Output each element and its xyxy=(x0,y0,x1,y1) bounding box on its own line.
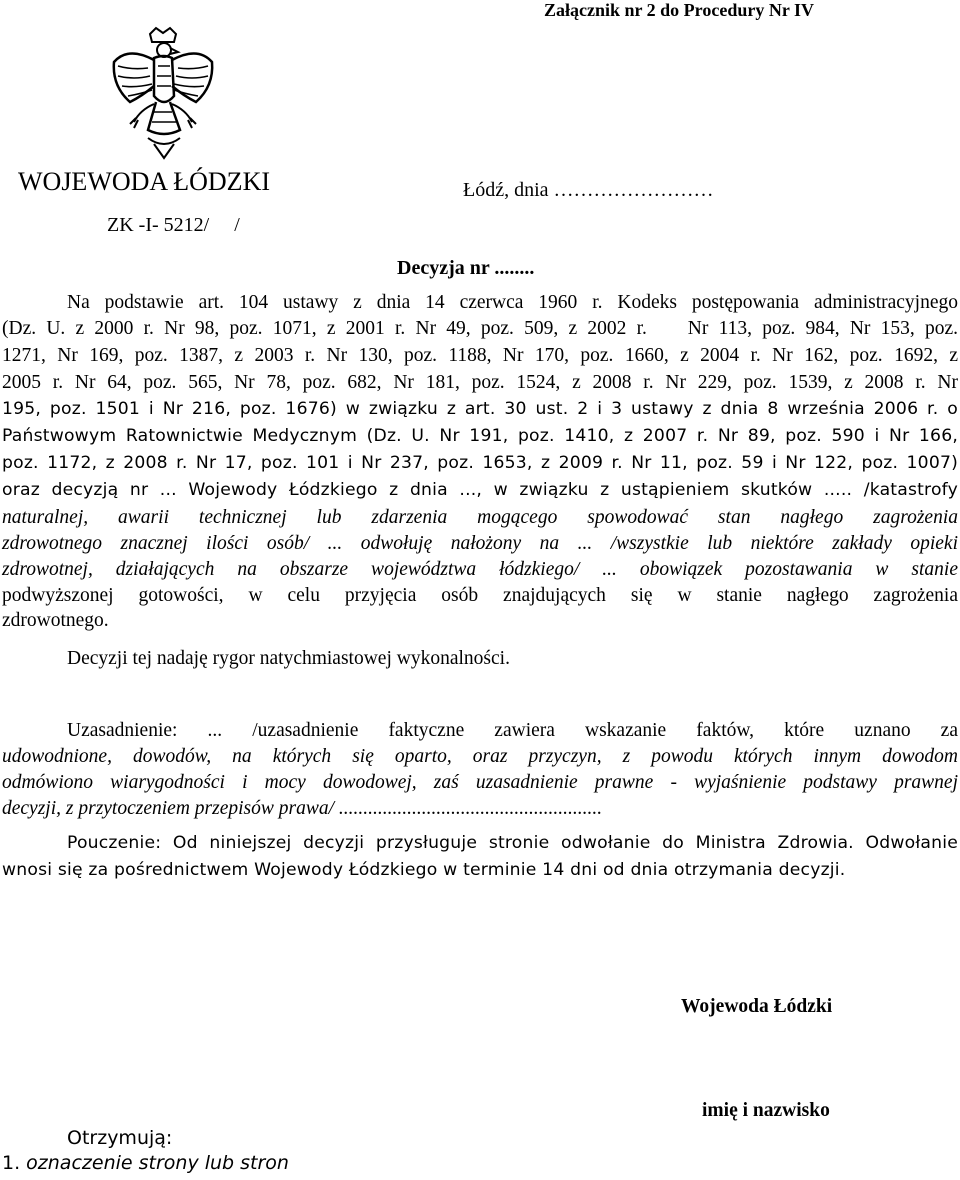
legal-basis-line-11: zdrowotnej, działających na obszarze województwa łódzkiego/ ... obowiązek pozostawania w stanie xyxy=(2,559,958,580)
enforceability-clause: Decyzji tej nadaję rygor natychmiastowej wykonalności. xyxy=(67,648,510,669)
place-and-date: Łódź, dnia …………………… xyxy=(463,179,714,201)
attachment-note: Załącznik nr 2 do Procedury Nr IV xyxy=(543,0,814,20)
white-eagle-emblem-icon xyxy=(108,26,218,162)
recipient-text: oznaczenie strony lub stron xyxy=(26,1152,289,1174)
legal-basis-line-7: poz. 1172, z 2008 r. Nr 17, poz. 101 i Nr 237, poz. 1653, z 2009 r. Nr 11, poz. 59 i Nr 122, poz. 1007) xyxy=(2,453,958,473)
legal-basis-line-5: 195, poz. 1501 i Nr 216, poz. 1676) w związku z art. 30 ust. 2 i 3 ustawy z dnia 8 września 2006 r. o xyxy=(2,399,958,419)
legal-basis-line-10: zdrowotnego znacznej ilości osób/ ... odwołuję nałożony na ... /wszystkie lub niektóre zakłady opieki xyxy=(2,533,958,554)
issuing-authority: WOJEWODA ŁÓDZKI xyxy=(18,167,271,196)
instruction-line-1: Pouczenie: Od niniejszej decyzji przysługuje stronie odwołanie do Ministra Zdrowia. Odwołanie xyxy=(67,833,958,853)
legal-basis-line-12: podwyższonej gotowości, w celu przyjęcia osób znajdujących się w stanie nagłego zagrożenia xyxy=(2,585,958,606)
recipient-number: 1. xyxy=(2,1152,27,1174)
legal-basis-line-2: (Dz. U. z 2000 r. Nr 98, poz. 1071, z 2001 r. Nr 49, poz. 509, z 2002 r. Nr 113, poz. 984, Nr 153, poz. xyxy=(2,318,958,339)
legal-basis-line-9: naturalnej, awarii technicznej lub zdarzenia mogącego spowodować stan nagłego zagrożenia xyxy=(2,507,958,528)
justification-line-4: decyzji, z przytoczeniem przepisów prawa/ ...................................................... xyxy=(2,798,603,819)
legal-basis-line-3: 1271, Nr 169, poz. 1387, z 2003 r. Nr 130, poz. 1188, Nr 170, poz. 1660, z 2004 r. Nr 162, poz. 1692, z xyxy=(2,345,958,366)
recipients-label: Otrzymują: xyxy=(67,1127,173,1149)
justification-line-2: udowodnione, dowodów, na których się oparto, oraz przyczyn, z powodu których innym dowodom xyxy=(2,746,958,767)
justification-line-1: Uzasadnienie: ... /uzasadnienie faktyczne zawiera wskazanie faktów, które uznano za xyxy=(67,720,958,741)
legal-basis-line-8: oraz decyzją nr ... Wojewody Łódzkiego z dnia ..., w związku z ustąpieniem skutków ..... /katastrofy xyxy=(2,480,958,500)
signature-name-placeholder: imię i nazwisko xyxy=(702,1100,830,1121)
legal-basis-line-13: zdrowotnego. xyxy=(2,610,109,631)
justification-line-3: odmówiono wiarygodności i mocy dowodowej, zaś uzasadnienie prawne - wyjaśnienie podstawy prawnej xyxy=(2,772,958,793)
legal-basis-line-4: 2005 r. Nr 64, poz. 565, Nr 78, poz. 682, Nr 181, poz. 1524, z 2008 r. Nr 229, poz. 1539, z 2008 r. Nr xyxy=(2,372,958,393)
recipient-item xyxy=(2,1152,289,1174)
case-number: ZK -I- 5212/ / xyxy=(107,214,240,236)
instruction-line-2: wnosi się za pośrednictwem Wojewody Łódzkiego w terminie 14 dni od dnia otrzymania decyzji. xyxy=(2,860,846,880)
legal-basis-line-1: Na podstawie art. 104 ustawy z dnia 14 czerwca 1960 r. Kodeks postępowania administracyjnego xyxy=(67,292,958,313)
signature-title: Wojewoda Łódzki xyxy=(681,996,833,1017)
legal-basis-line-6: Państwowym Ratownictwie Medycznym (Dz. U. Nr 191, poz. 1410, z 2007 r. Nr 89, poz. 590 i Nr 166, xyxy=(2,426,958,446)
decision-title: Decyzja nr ........ xyxy=(397,257,535,279)
